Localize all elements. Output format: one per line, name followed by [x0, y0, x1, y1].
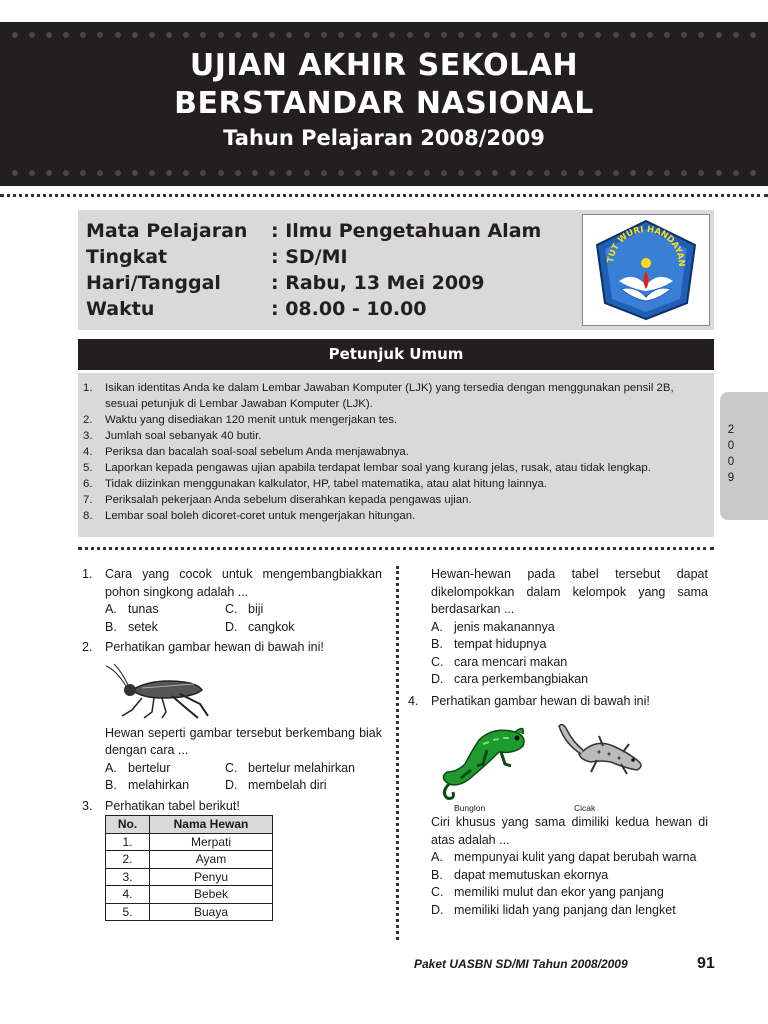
banner-dot	[595, 32, 601, 38]
banner-dot	[46, 32, 52, 38]
banner-dot	[561, 32, 567, 38]
banner-dot	[458, 32, 464, 38]
banner-dot	[80, 32, 86, 38]
banner-dot	[63, 170, 69, 176]
dotted-divider-top	[0, 194, 768, 197]
question-3-followup: Hewan-hewan pada tabel tersebut dapat dikelompokkan dalam kelompok yang sama berdasarkan ...	[431, 567, 708, 616]
banner-dot	[510, 170, 516, 176]
banner-dot	[80, 170, 86, 176]
question-3: 3. Perhatikan tabel berikut!	[82, 798, 240, 813]
banner-dot	[304, 32, 310, 38]
footer-text: Paket UASBN SD/MI Tahun 2008/2009	[414, 957, 628, 971]
banner-dot	[458, 170, 464, 176]
instruction-item: 1. Isikan identitas Anda ke dalam Lembar Jawaban Komputer (LJK) yang tersedia dengan menggunakan pensil 2B, sesuai petunjuk di Lembar Jawaban Komputer (LJK).	[83, 382, 674, 410]
banner-dot	[698, 32, 704, 38]
banner-dot	[29, 170, 35, 176]
banner-dot	[681, 170, 687, 176]
banner-dot	[218, 32, 224, 38]
question-3-options	[431, 619, 708, 689]
option: C. biji	[225, 602, 264, 616]
question-2: 2. Perhatikan gambar hewan di bawah ini!	[82, 640, 324, 654]
banner-dot	[407, 170, 413, 176]
banner-dot	[183, 32, 189, 38]
banner-dot	[733, 32, 739, 38]
banner-dot	[338, 32, 344, 38]
banner-dot	[424, 32, 430, 38]
banner-dot	[235, 32, 241, 38]
banner-dot	[441, 32, 447, 38]
option: C. cara mencari makan	[431, 654, 568, 669]
question-1-options	[105, 601, 382, 636]
banner-dot	[389, 32, 395, 38]
dotted-divider-middle	[78, 547, 714, 550]
banner-dot	[424, 170, 430, 176]
option: D. membelah diri	[225, 778, 327, 792]
banner-dot	[527, 32, 533, 38]
banner-dot	[527, 170, 533, 176]
info-value: : 08.00 - 10.00	[271, 298, 427, 320]
table-row: 3. Penyu	[106, 868, 273, 886]
banner-dot	[269, 170, 275, 176]
header-banner	[0, 22, 768, 186]
exam-info-box	[78, 210, 714, 330]
banner-dot	[750, 170, 756, 176]
year-side-tab	[720, 392, 768, 520]
banner-dot	[252, 32, 258, 38]
banner-dot	[29, 32, 35, 38]
banner-dot	[115, 32, 121, 38]
banner-dot	[716, 170, 722, 176]
general-instructions-list	[78, 373, 714, 537]
option: B. melahirkan	[105, 778, 190, 792]
option: A. jenis makanannya	[431, 619, 555, 634]
column-divider	[396, 566, 399, 940]
gecko-caption: Cicak	[574, 803, 596, 813]
banner-dot	[407, 32, 413, 38]
banner-dot	[286, 170, 292, 176]
info-label: Tingkat	[86, 246, 168, 268]
banner-dot	[132, 32, 138, 38]
option: B. setek	[105, 619, 158, 634]
banner-dot	[681, 32, 687, 38]
table-row: 5. Buaya	[106, 903, 273, 921]
option: A. bertelur	[105, 760, 171, 775]
banner-dot	[235, 170, 241, 176]
banner-dot	[475, 32, 481, 38]
banner-dot	[561, 170, 567, 176]
banner-dot	[338, 170, 344, 176]
info-label: Hari/Tanggal	[86, 272, 221, 294]
banner-dot	[750, 32, 756, 38]
chameleon-caption: Bunglon	[454, 803, 486, 813]
year-digit: 9	[727, 472, 735, 484]
banner-dot	[166, 32, 172, 38]
logo-motto: TUT WURI HANDAYAN	[606, 224, 687, 267]
banner-dot	[544, 170, 550, 176]
banner-dot	[630, 170, 636, 176]
banner-dot	[613, 170, 619, 176]
general-instructions-heading: Petunjuk Umum	[78, 339, 714, 370]
instruction-item: 7. Periksalah pekerjaan Anda sebelum diserahkan kepada pengawas ujian.	[83, 494, 472, 506]
banner-dot	[510, 32, 516, 38]
chameleon-and-gecko-icon	[431, 712, 671, 812]
banner-dot	[544, 32, 550, 38]
animal-table	[105, 815, 273, 921]
banner-dot	[647, 32, 653, 38]
banner-dot	[183, 170, 189, 176]
banner-dot	[252, 170, 258, 176]
banner-dot	[149, 170, 155, 176]
question-1: 1. Cara yang cocok untuk mengembangbiakkan pohon singkong adalah ...	[82, 567, 382, 599]
banner-dot	[115, 170, 121, 176]
banner-dot	[372, 170, 378, 176]
chameleon-icon	[443, 728, 524, 798]
banner-dot	[355, 170, 361, 176]
banner-dot	[475, 170, 481, 176]
info-value: : Rabu, 13 Mei 2009	[271, 272, 485, 294]
question-4: 4. Perhatikan gambar hewan di bawah ini!	[408, 693, 650, 708]
table-row: 2. Ayam	[106, 851, 273, 869]
subtitle: Tahun Pelajaran 2008/2009	[223, 126, 545, 150]
page-number: 91	[697, 955, 715, 972]
instruction-item: 8. Lembar soal boleh dicoret-coret untuk mengerjakan hitungan.	[83, 510, 416, 522]
year-digit: 2	[727, 424, 735, 436]
banner-dot	[269, 32, 275, 38]
option: A. tunas	[105, 602, 159, 616]
table-header-row	[106, 816, 273, 834]
option: D. cara perkembangbiakan	[431, 672, 589, 686]
question-2-options	[105, 760, 382, 795]
table-header: No.	[106, 816, 150, 834]
banner-dot	[647, 170, 653, 176]
banner-dot	[97, 32, 103, 38]
banner-dot	[200, 170, 206, 176]
table-header: Nama Hewan	[150, 816, 273, 834]
banner-dot	[97, 170, 103, 176]
banner-dot	[304, 170, 310, 176]
banner-dot	[200, 32, 206, 38]
question-column-right	[408, 566, 708, 919]
banner-dot	[355, 32, 361, 38]
banner-dot	[698, 170, 704, 176]
option: C. memiliki mulut dan ekor yang panjang	[431, 885, 664, 899]
info-value: : Ilmu Pengetahuan Alam	[271, 220, 542, 242]
banner-dot	[733, 170, 739, 176]
banner-dot	[12, 170, 18, 176]
banner-dot	[132, 170, 138, 176]
year-digit: 0	[727, 456, 735, 468]
banner-dot	[664, 170, 670, 176]
banner-dot	[595, 170, 601, 176]
banner-dot	[166, 170, 172, 176]
banner-dot	[664, 32, 670, 38]
option: B. tempat hidupnya	[431, 637, 547, 651]
banner-dot	[149, 32, 155, 38]
banner-dot	[12, 32, 18, 38]
gecko-icon	[559, 725, 641, 774]
question-4-options	[431, 849, 708, 919]
title-line-2: BERSTANDAR NASIONAL	[174, 86, 594, 121]
banner-dot	[716, 32, 722, 38]
instruction-item: 4. Periksa dan bacalah soal-soal sebelum Anda menjawabnya.	[83, 446, 409, 458]
banner-dot	[389, 170, 395, 176]
table-row: 1. Merpati	[106, 833, 273, 851]
tut-wuri-handayani-logo	[582, 214, 710, 326]
banner-dot	[321, 32, 327, 38]
banner-dot	[218, 170, 224, 176]
banner-dot-border-top	[0, 30, 768, 40]
banner-dot	[372, 32, 378, 38]
banner-dot	[578, 170, 584, 176]
banner-dot-border-bottom	[0, 168, 768, 178]
option: C. bertelur melahirkan	[225, 760, 355, 775]
option: B. dapat memutuskan ekornya	[431, 867, 609, 882]
info-label: Mata Pelajaran	[86, 220, 248, 242]
banner-dot	[46, 170, 52, 176]
title-line-1: UJIAN AKHIR SEKOLAH	[189, 48, 579, 83]
option: D. cangkok	[225, 619, 295, 634]
banner-dot	[321, 170, 327, 176]
banner-dot	[613, 32, 619, 38]
instruction-item: 5. Laporkan kepada pengawas ujian apabila terdapat lembar soal yang kurang jelas, rusak, atau tidak lengkap.	[83, 462, 651, 474]
info-value: : SD/MI	[271, 246, 348, 268]
info-label: Waktu	[86, 298, 155, 320]
instruction-item: 6. Tidak diizinkan menggunakan kalkulator, HP, tabel matematika, atau alat hitung lainnya.	[83, 478, 547, 490]
banner-dot	[492, 170, 498, 176]
banner-dot	[63, 32, 69, 38]
lizard-illustrations	[431, 712, 708, 812]
option: A. mempunyai kulit yang dapat berubah warna	[431, 850, 697, 864]
banner-dot	[578, 32, 584, 38]
banner-dot	[286, 32, 292, 38]
question-column-left	[82, 566, 382, 921]
question-2-followup: Hewan seperti gambar tersebut berkembang biak dengan cara ...	[105, 725, 382, 757]
banner-dot	[492, 32, 498, 38]
question-4-followup: Ciri khusus yang sama dimiliki kedua hewan di atas adalah ...	[431, 815, 708, 847]
cricket-illustration	[102, 660, 382, 722]
banner-dot	[630, 32, 636, 38]
banner-dot	[441, 170, 447, 176]
instruction-item: 3. Jumlah soal sebanyak 40 butir.	[83, 430, 262, 442]
year-digit: 0	[727, 440, 735, 452]
instruction-item: 2. Waktu yang disediakan 120 menit untuk mengerjakan tes.	[83, 414, 398, 426]
table-row: 4. Bebek	[106, 886, 273, 904]
option: D. memiliki lidah yang panjang dan lengket	[431, 902, 676, 917]
